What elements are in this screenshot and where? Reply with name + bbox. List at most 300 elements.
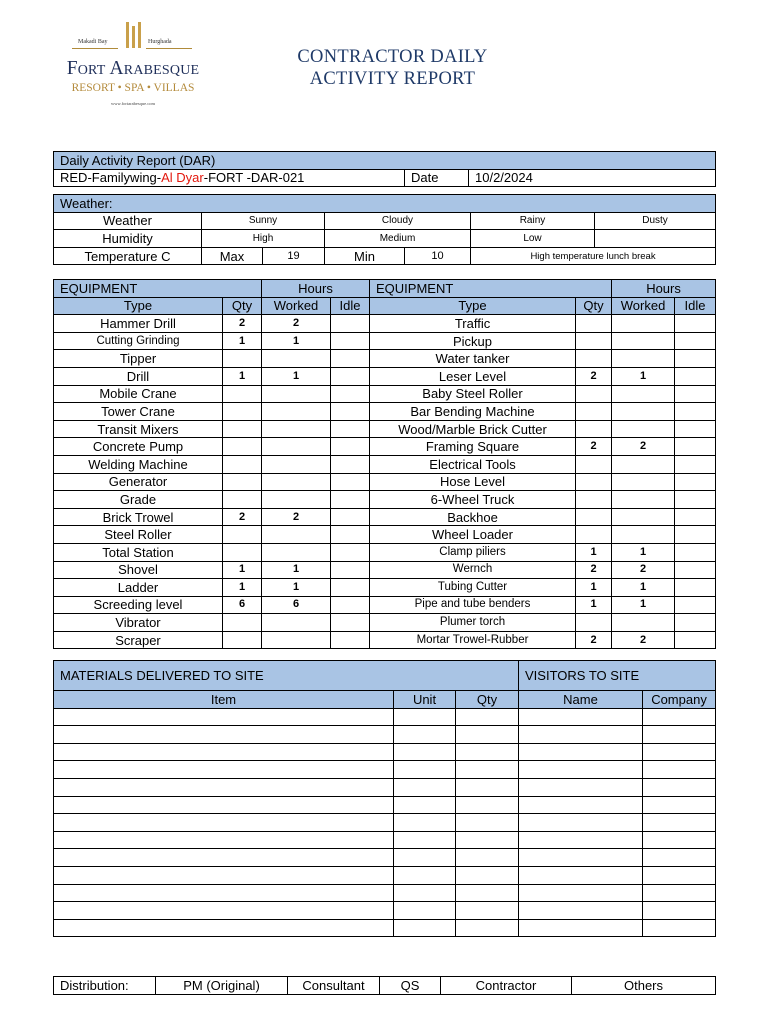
equipment-idle-left[interactable]: [331, 491, 370, 509]
material-qty-cell[interactable]: [456, 849, 519, 867]
equipment-idle-right[interactable]: [675, 315, 716, 333]
equipment-type-left: Generator: [54, 473, 223, 491]
equipment-worked-right[interactable]: 1: [612, 579, 675, 597]
hours-header-right: Hours: [612, 280, 716, 298]
visitor-name-cell[interactable]: [519, 831, 643, 849]
equipment-qty-left[interactable]: 2: [223, 315, 262, 333]
materials-row: [54, 831, 716, 849]
equipment-row: [54, 579, 716, 597]
equipment-type-left: Drill: [54, 367, 223, 385]
visitor-name-cell[interactable]: [519, 902, 643, 920]
equipment-worked-left[interactable]: 2: [262, 315, 331, 333]
equipment-type-left: Welding Machine: [54, 455, 223, 473]
equipment-type-right: Traffic: [370, 315, 576, 333]
equipment-type-right: Backhoe: [370, 508, 576, 526]
equipment-idle-right[interactable]: [675, 438, 716, 456]
col-qty-left: Qty: [223, 297, 262, 315]
distribution-contractor[interactable]: Contractor: [441, 977, 572, 995]
equipment-worked-right[interactable]: [612, 508, 675, 526]
equipment-qty-right[interactable]: [576, 350, 612, 368]
logo-tagline: RESORT • SPA • VILLAS: [71, 82, 195, 94]
equipment-idle-right[interactable]: [675, 455, 716, 473]
equipment-idle-right[interactable]: [675, 526, 716, 544]
equipment-worked-right[interactable]: 1: [612, 367, 675, 385]
weather-header: Weather:: [54, 195, 716, 213]
equipment-row: [54, 473, 716, 491]
company-logo: [48, 22, 218, 114]
equipment-row: [54, 526, 716, 544]
equipment-worked-right[interactable]: [612, 350, 675, 368]
material-unit-cell[interactable]: [394, 849, 456, 867]
date-label: Date: [405, 169, 469, 187]
equipment-type-right: Pipe and tube benders: [370, 596, 576, 614]
equipment-idle-right[interactable]: [675, 631, 716, 649]
report-title-line2: ACTIVITY REPORT: [309, 69, 476, 89]
humidity-option-blank[interactable]: [595, 230, 716, 248]
equipment-row: [54, 596, 716, 614]
equipment-qty-left[interactable]: 1: [223, 579, 262, 597]
equipment-worked-right[interactable]: 2: [612, 438, 675, 456]
equipment-qty-left[interactable]: [223, 543, 262, 561]
equipment-type-right: Clamp piliers: [370, 543, 576, 561]
equipment-worked-right[interactable]: [612, 526, 675, 544]
equipment-qty-left[interactable]: [223, 455, 262, 473]
material-qty-cell[interactable]: [456, 778, 519, 796]
material-item-cell[interactable]: [54, 796, 394, 814]
equipment-idle-left[interactable]: [331, 561, 370, 579]
equipment-qty-left[interactable]: [223, 403, 262, 421]
equipment-type-left: Scraper: [54, 631, 223, 649]
equipment-row: [54, 543, 716, 561]
material-qty-cell[interactable]: [456, 919, 519, 937]
equipment-idle-left[interactable]: [331, 315, 370, 333]
equipment-worked-left[interactable]: [262, 491, 331, 509]
report-title: [270, 46, 515, 90]
equipment-qty-left[interactable]: [223, 631, 262, 649]
visitor-company-cell[interactable]: [643, 796, 716, 814]
equipment-qty-right[interactable]: [576, 385, 612, 403]
equipment-qty-right[interactable]: [576, 473, 612, 491]
equipment-idle-left[interactable]: [331, 508, 370, 526]
material-unit-cell[interactable]: [394, 743, 456, 761]
visitor-name-cell[interactable]: [519, 919, 643, 937]
equipment-idle-right[interactable]: [675, 561, 716, 579]
logo-location-right: Hurghada: [148, 39, 172, 45]
equipment-qty-left[interactable]: [223, 491, 262, 509]
material-unit-cell[interactable]: [394, 831, 456, 849]
material-unit-cell[interactable]: [394, 796, 456, 814]
visitor-name-cell[interactable]: [519, 708, 643, 726]
equipment-idle-left[interactable]: [331, 350, 370, 368]
equipment-qty-left[interactable]: [223, 438, 262, 456]
equipment-qty-left[interactable]: 1: [223, 367, 262, 385]
equipment-row: [54, 367, 716, 385]
col-type-left: Type: [54, 297, 223, 315]
equipment-qty-right[interactable]: 1: [576, 543, 612, 561]
equipment-worked-left[interactable]: [262, 438, 331, 456]
materials-row: [54, 761, 716, 779]
weather-option-sunny[interactable]: Sunny: [202, 212, 325, 230]
weather-option-rainy[interactable]: Rainy: [471, 212, 595, 230]
equipment-worked-left[interactable]: [262, 543, 331, 561]
equipment-worked-left[interactable]: 1: [262, 367, 331, 385]
visitor-name-cell[interactable]: [519, 796, 643, 814]
equipment-type-right: Leser Level: [370, 367, 576, 385]
logo-towers-icon: [124, 22, 142, 48]
visitor-name-cell[interactable]: [519, 743, 643, 761]
visitor-company-cell[interactable]: [643, 814, 716, 832]
equipment-qty-right[interactable]: 2: [576, 561, 612, 579]
equipment-worked-right[interactable]: 1: [612, 596, 675, 614]
equipment-row: [54, 350, 716, 368]
equipment-row: [54, 455, 716, 473]
materials-row: [54, 708, 716, 726]
col-qty-right: Qty: [576, 297, 612, 315]
equipment-idle-right[interactable]: [675, 596, 716, 614]
materials-row: [54, 743, 716, 761]
equipment-worked-left[interactable]: 6: [262, 596, 331, 614]
equipment-idle-left[interactable]: [331, 367, 370, 385]
equipment-type-left: Tower Crane: [54, 403, 223, 421]
equipment-qty-right[interactable]: [576, 455, 612, 473]
equipment-idle-right[interactable]: [675, 614, 716, 632]
equipment-idle-right[interactable]: [675, 543, 716, 561]
equipment-type-right: Electrical Tools: [370, 455, 576, 473]
equipment-header-left: EQUIPMENT: [54, 280, 262, 298]
material-item-cell[interactable]: [54, 814, 394, 832]
material-item-cell[interactable]: [54, 919, 394, 937]
equipment-qty-right[interactable]: [576, 403, 612, 421]
equipment-idle-right[interactable]: [675, 508, 716, 526]
equipment-qty-right[interactable]: [576, 332, 612, 350]
materials-row: [54, 726, 716, 744]
equipment-qty-right[interactable]: 1: [576, 579, 612, 597]
equipment-type-right: Wheel Loader: [370, 526, 576, 544]
material-unit-cell[interactable]: [394, 708, 456, 726]
dar-table: [53, 151, 716, 187]
equipment-worked-right[interactable]: [612, 473, 675, 491]
equipment-type-left: Screeding level: [54, 596, 223, 614]
equipment-worked-left[interactable]: [262, 631, 331, 649]
equipment-qty-left[interactable]: [223, 385, 262, 403]
material-qty-cell[interactable]: [456, 831, 519, 849]
equipment-type-left: Hammer Drill: [54, 315, 223, 333]
material-item-cell[interactable]: [54, 866, 394, 884]
min-label: Min: [325, 247, 405, 265]
visitor-company-cell[interactable]: [643, 849, 716, 867]
material-unit-cell[interactable]: [394, 902, 456, 920]
min-value[interactable]: 10: [405, 247, 471, 265]
material-unit-cell[interactable]: [394, 814, 456, 832]
visitor-name-cell[interactable]: [519, 778, 643, 796]
materials-row: [54, 796, 716, 814]
equipment-idle-left[interactable]: [331, 596, 370, 614]
equipment-idle-left[interactable]: [331, 455, 370, 473]
material-unit-cell[interactable]: [394, 866, 456, 884]
equipment-idle-left[interactable]: [331, 403, 370, 421]
visitor-name-cell[interactable]: [519, 884, 643, 902]
max-value[interactable]: 19: [263, 247, 325, 265]
material-item-cell[interactable]: [54, 902, 394, 920]
equipment-qty-right[interactable]: 1: [576, 596, 612, 614]
equipment-idle-right[interactable]: [675, 385, 716, 403]
material-qty-cell[interactable]: [456, 814, 519, 832]
materials-row: [54, 849, 716, 867]
hours-header-left: Hours: [262, 280, 370, 298]
distribution-pm[interactable]: PM (Original): [156, 977, 288, 995]
equipment-qty-right[interactable]: [576, 420, 612, 438]
equipment-qty-right[interactable]: 2: [576, 631, 612, 649]
equipment-qty-left[interactable]: [223, 420, 262, 438]
humidity-option-high[interactable]: High: [202, 230, 325, 248]
col-idle-right: Idle: [675, 297, 716, 315]
equipment-row: [54, 631, 716, 649]
equipment-type-right: Water tanker: [370, 350, 576, 368]
equipment-idle-right[interactable]: [675, 473, 716, 491]
visitor-name-cell[interactable]: [519, 866, 643, 884]
distribution-qs[interactable]: QS: [380, 977, 441, 995]
equipment-worked-right[interactable]: [612, 403, 675, 421]
equipment-worked-right[interactable]: [612, 491, 675, 509]
material-qty-cell[interactable]: [456, 866, 519, 884]
equipment-worked-left[interactable]: [262, 473, 331, 491]
equipment-idle-right[interactable]: [675, 332, 716, 350]
equipment-type-left: Vibrator: [54, 614, 223, 632]
material-item-cell[interactable]: [54, 743, 394, 761]
equipment-idle-right[interactable]: [675, 491, 716, 509]
equipment-row: [54, 403, 716, 421]
equipment-worked-right[interactable]: [612, 455, 675, 473]
material-qty-cell[interactable]: [456, 708, 519, 726]
equipment-qty-right[interactable]: [576, 526, 612, 544]
visitor-company-cell[interactable]: [643, 902, 716, 920]
material-item-cell[interactable]: [54, 726, 394, 744]
equipment-type-left: Cutting Grinding: [54, 332, 223, 350]
equipment-type-left: Brick Trowel: [54, 508, 223, 526]
equipment-idle-left[interactable]: [331, 526, 370, 544]
equipment-type-right: 6-Wheel Truck: [370, 491, 576, 509]
equipment-qty-left[interactable]: 1: [223, 332, 262, 350]
equipment-idle-left[interactable]: [331, 579, 370, 597]
equipment-worked-left[interactable]: [262, 526, 331, 544]
weather-label: Weather: [54, 212, 202, 230]
visitor-company-cell[interactable]: [643, 743, 716, 761]
materials-row: [54, 884, 716, 902]
visitor-company-cell[interactable]: [643, 726, 716, 744]
equipment-type-left: Steel Roller: [54, 526, 223, 544]
humidity-option-medium[interactable]: Medium: [325, 230, 471, 248]
equipment-idle-right[interactable]: [675, 579, 716, 597]
visitor-name-cell[interactable]: [519, 849, 643, 867]
visitor-company-cell[interactable]: [643, 919, 716, 937]
equipment-type-right: Hose Level: [370, 473, 576, 491]
weather-option-dusty[interactable]: Dusty: [595, 212, 716, 230]
col-type-right: Type: [370, 297, 576, 315]
col-qty: Qty: [456, 691, 519, 709]
weather-table: [53, 194, 716, 265]
equipment-qty-right[interactable]: 2: [576, 367, 612, 385]
equipment-idle-left[interactable]: [331, 332, 370, 350]
logo-brand: Fort Arabesque: [66, 58, 200, 79]
equipment-idle-left[interactable]: [331, 385, 370, 403]
equipment-worked-right[interactable]: [612, 385, 675, 403]
temperature-note[interactable]: High temperature lunch break: [471, 247, 716, 265]
equipment-idle-left[interactable]: [331, 614, 370, 632]
equipment-type-right: Baby Steel Roller: [370, 385, 576, 403]
equipment-table: [53, 279, 716, 649]
dar-header: Daily Activity Report (DAR): [54, 152, 716, 170]
materials-header: MATERIALS DELIVERED TO SITE: [54, 661, 519, 691]
equipment-worked-left[interactable]: 1: [262, 332, 331, 350]
equipment-qty-left[interactable]: [223, 526, 262, 544]
equipment-worked-right[interactable]: 1: [612, 543, 675, 561]
material-unit-cell[interactable]: [394, 726, 456, 744]
max-label: Max: [202, 247, 263, 265]
materials-visitors-table: [53, 660, 716, 937]
equipment-idle-left[interactable]: [331, 420, 370, 438]
equipment-idle-right[interactable]: [675, 350, 716, 368]
equipment-qty-right[interactable]: [576, 315, 612, 333]
equipment-worked-left[interactable]: [262, 420, 331, 438]
equipment-qty-right[interactable]: [576, 508, 612, 526]
col-company: Company: [643, 691, 716, 709]
weather-option-cloudy[interactable]: Cloudy: [325, 212, 471, 230]
equipment-qty-left[interactable]: 6: [223, 596, 262, 614]
distribution-others[interactable]: Others: [572, 977, 716, 995]
material-unit-cell[interactable]: [394, 919, 456, 937]
equipment-worked-left[interactable]: [262, 403, 331, 421]
visitor-name-cell[interactable]: [519, 761, 643, 779]
equipment-idle-right[interactable]: [675, 403, 716, 421]
report-title-line1: CONTRACTOR DAILY: [297, 47, 488, 67]
equipment-qty-left[interactable]: 1: [223, 561, 262, 579]
equipment-qty-left[interactable]: 2: [223, 508, 262, 526]
equipment-row: [54, 332, 716, 350]
material-qty-cell[interactable]: [456, 902, 519, 920]
material-item-cell[interactable]: [54, 761, 394, 779]
equipment-type-left: Tipper: [54, 350, 223, 368]
equipment-qty-right[interactable]: [576, 491, 612, 509]
visitor-company-cell[interactable]: [643, 761, 716, 779]
materials-row: [54, 919, 716, 937]
col-name: Name: [519, 691, 643, 709]
equipment-worked-left[interactable]: 2: [262, 508, 331, 526]
equipment-qty-left[interactable]: [223, 473, 262, 491]
equipment-idle-right[interactable]: [675, 367, 716, 385]
equipment-qty-right[interactable]: 2: [576, 438, 612, 456]
equipment-qty-left[interactable]: [223, 350, 262, 368]
equipment-idle-left[interactable]: [331, 631, 370, 649]
distribution-consultant[interactable]: Consultant: [288, 977, 380, 995]
equipment-row: [54, 491, 716, 509]
material-qty-cell[interactable]: [456, 743, 519, 761]
col-idle-left: Idle: [331, 297, 370, 315]
material-qty-cell[interactable]: [456, 796, 519, 814]
equipment-worked-right[interactable]: 2: [612, 631, 675, 649]
material-qty-cell[interactable]: [456, 761, 519, 779]
equipment-type-right: Mortar Trowel-Rubber: [370, 631, 576, 649]
equipment-worked-right[interactable]: [612, 332, 675, 350]
equipment-header-right: EQUIPMENT: [370, 280, 612, 298]
material-unit-cell[interactable]: [394, 778, 456, 796]
equipment-type-right: Tubing Cutter: [370, 579, 576, 597]
equipment-type-right: Bar Bending Machine: [370, 403, 576, 421]
temperature-label: Temperature C: [54, 247, 202, 265]
equipment-worked-left[interactable]: [262, 350, 331, 368]
material-qty-cell[interactable]: [456, 884, 519, 902]
logo-location-left: Makadi Bay: [78, 39, 108, 45]
visitor-company-cell[interactable]: [643, 831, 716, 849]
equipment-worked-left[interactable]: [262, 614, 331, 632]
visitor-company-cell[interactable]: [643, 866, 716, 884]
humidity-option-low[interactable]: Low: [471, 230, 595, 248]
equipment-type-left: Grade: [54, 491, 223, 509]
equipment-row: [54, 561, 716, 579]
equipment-type-right: Wood/Marble Brick Cutter: [370, 420, 576, 438]
visitor-company-cell[interactable]: [643, 884, 716, 902]
materials-row: [54, 778, 716, 796]
equipment-worked-right[interactable]: 2: [612, 561, 675, 579]
materials-row: [54, 814, 716, 832]
equipment-type-right: Framing Square: [370, 438, 576, 456]
material-unit-cell[interactable]: [394, 761, 456, 779]
col-worked-left: Worked: [262, 297, 331, 315]
equipment-worked-left[interactable]: 1: [262, 579, 331, 597]
equipment-type-left: Ladder: [54, 579, 223, 597]
material-item-cell[interactable]: [54, 708, 394, 726]
material-item-cell[interactable]: [54, 778, 394, 796]
equipment-idle-left[interactable]: [331, 473, 370, 491]
distribution-table: [53, 976, 716, 995]
equipment-worked-right[interactable]: [612, 614, 675, 632]
equipment-worked-right[interactable]: [612, 420, 675, 438]
visitor-name-cell[interactable]: [519, 814, 643, 832]
equipment-qty-right[interactable]: [576, 614, 612, 632]
col-item: Item: [54, 691, 394, 709]
equipment-worked-right[interactable]: [612, 315, 675, 333]
logo-website: www.fortarabesque.com: [111, 101, 155, 106]
equipment-row: [54, 385, 716, 403]
visitor-company-cell[interactable]: [643, 778, 716, 796]
materials-row: [54, 902, 716, 920]
equipment-worked-left[interactable]: [262, 385, 331, 403]
equipment-type-right: Pickup: [370, 332, 576, 350]
equipment-worked-left[interactable]: 1: [262, 561, 331, 579]
equipment-type-left: Total Station: [54, 543, 223, 561]
material-item-cell[interactable]: [54, 831, 394, 849]
equipment-row: [54, 508, 716, 526]
material-item-cell[interactable]: [54, 849, 394, 867]
equipment-row: [54, 614, 716, 632]
dar-reference[interactable]: RED-Familywing-Al Dyar-FORT -DAR-021: [54, 169, 405, 187]
date-value[interactable]: 10/2/2024: [469, 169, 716, 187]
visitor-name-cell[interactable]: [519, 726, 643, 744]
visitor-company-cell[interactable]: [643, 708, 716, 726]
material-unit-cell[interactable]: [394, 884, 456, 902]
equipment-type-right: Plumer torch: [370, 614, 576, 632]
humidity-label: Humidity: [54, 230, 202, 248]
equipment-idle-left[interactable]: [331, 543, 370, 561]
equipment-type-left: Transit Mixers: [54, 420, 223, 438]
material-item-cell[interactable]: [54, 884, 394, 902]
equipment-idle-left[interactable]: [331, 438, 370, 456]
equipment-worked-left[interactable]: [262, 455, 331, 473]
visitors-header: VISITORS TO SITE: [519, 661, 716, 691]
material-qty-cell[interactable]: [456, 726, 519, 744]
materials-row: [54, 866, 716, 884]
equipment-qty-left[interactable]: [223, 614, 262, 632]
equipment-idle-right[interactable]: [675, 420, 716, 438]
